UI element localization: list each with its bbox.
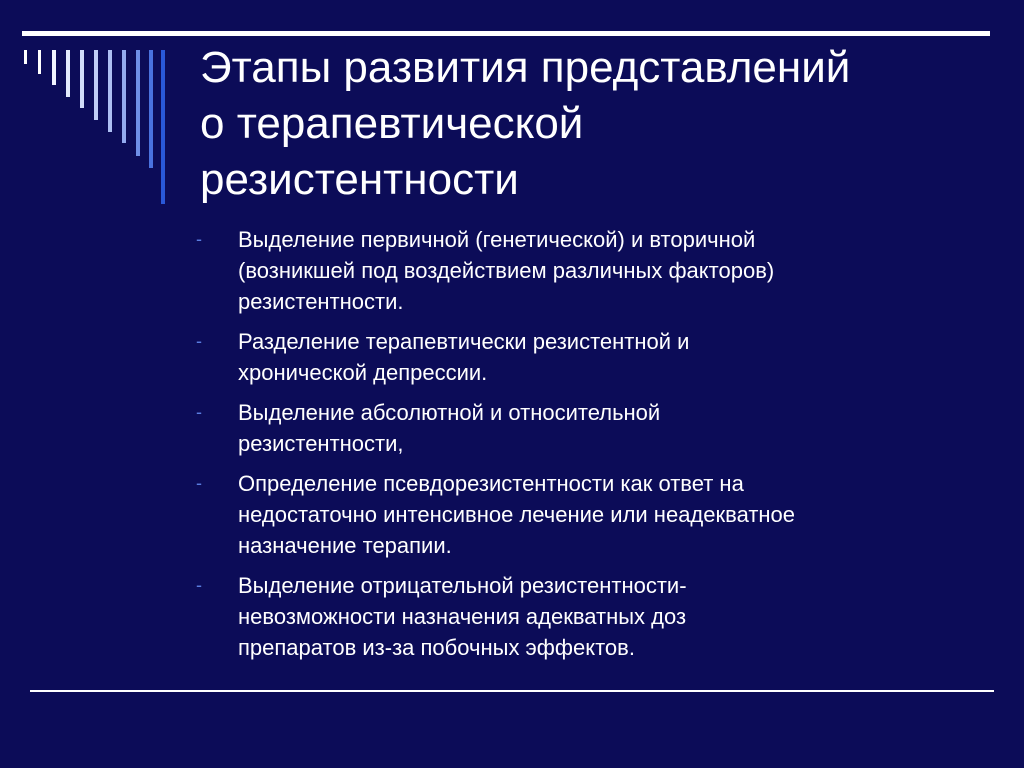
bullet-marker: - xyxy=(196,473,202,493)
bullet-item xyxy=(196,397,986,459)
slide-title xyxy=(200,40,990,208)
bullet-line: препаратов из-за побочных эффектов. xyxy=(238,635,635,660)
bullet-line: резистентности. xyxy=(238,289,404,314)
bullet-line: Выделение отрицательной резистентности- xyxy=(238,573,687,598)
bullet-list xyxy=(196,224,986,672)
stripe xyxy=(94,50,98,120)
bullet-item xyxy=(196,224,986,317)
bullet-line: Выделение первичной (генетической) и вторичной xyxy=(238,227,756,252)
bullet-line: (возникшей под воздействием различных факторов) xyxy=(238,258,775,283)
bottom-rule xyxy=(30,690,994,692)
bullet-item xyxy=(196,326,986,388)
bullet-line: невозможности назначения адекватных доз xyxy=(238,604,687,629)
stripe xyxy=(122,50,126,143)
stripe xyxy=(108,50,112,132)
bullet-line: хронической депрессии. xyxy=(238,360,488,385)
bullet-marker: - xyxy=(196,229,202,249)
bullet-item xyxy=(196,570,986,663)
bullet-marker: - xyxy=(196,575,202,595)
title-line: Этапы развития представлений xyxy=(200,43,851,92)
stripe xyxy=(52,50,56,85)
bullet-line: резистентности, xyxy=(238,431,404,456)
stripe xyxy=(136,50,140,156)
stripe xyxy=(80,50,84,108)
bullet-line: Выделение абсолютной и относительной xyxy=(238,400,661,425)
bullet-line: недостаточно интенсивное лечение или неадекватное xyxy=(238,502,796,527)
stripe xyxy=(149,50,153,168)
bullet-marker: - xyxy=(196,402,202,422)
stripe xyxy=(38,50,41,74)
bullet-line: Определение псевдорезистентности как ответ на xyxy=(238,471,744,496)
title-line: резистентности xyxy=(200,155,519,204)
bullet-line: Разделение терапевтически резистентной и xyxy=(238,329,690,354)
bullet-marker: - xyxy=(196,331,202,351)
decorative-stripes xyxy=(0,0,180,220)
stripe xyxy=(24,50,27,64)
title-line: о терапевтической xyxy=(200,99,584,148)
stripe xyxy=(66,50,70,97)
bullet-item xyxy=(196,468,986,561)
bullet-line: назначение терапии. xyxy=(238,533,452,558)
stripe xyxy=(161,50,165,204)
